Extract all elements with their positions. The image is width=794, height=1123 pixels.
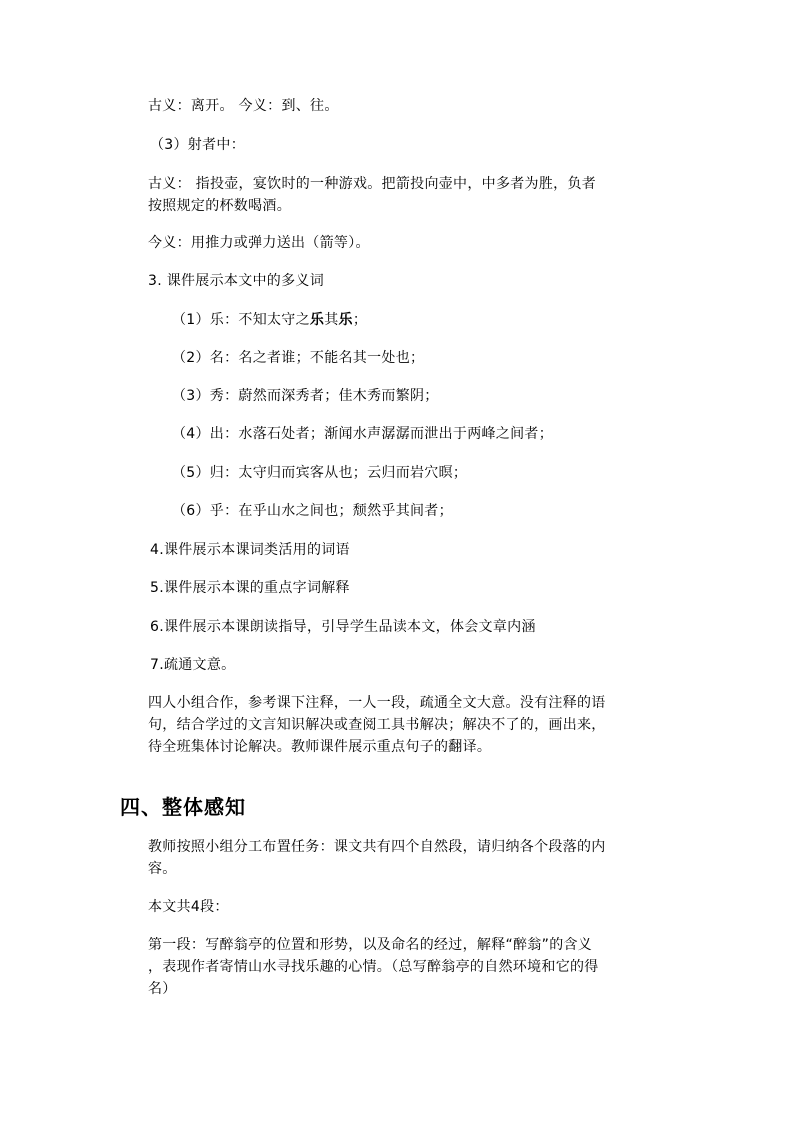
paragraph-count-line: 本文共4段：: [148, 899, 229, 915]
item-3-title: （3）射者中：: [150, 137, 246, 153]
polysemy-item-1-mid: 其: [324, 312, 339, 328]
group-work-paragraph-line2: 句，结合学过的文言知识解决或查阅工具书解决；解决不了的，画出来，: [148, 717, 606, 733]
polysemy-item-1-bold-2: 乐: [338, 312, 353, 328]
polysemy-item-2: （2）名：名之者谁；不能名其一处也；: [172, 350, 425, 366]
polysemy-item-1-suffix: ；: [352, 312, 368, 328]
section-7-heading: 7.疏通文意。: [150, 657, 236, 673]
section-3-heading: 3. 课件展示本文中的多义词: [148, 273, 325, 289]
section-4-heading: 4.课件展示本课词类活用的词语: [150, 542, 350, 558]
first-paragraph-summary-line1: 第一段：写醉翁亭的位置和形势，以及命名的经过，解释“醉翁”的含义: [148, 937, 593, 953]
polysemy-item-1: [172, 310, 367, 331]
polysemy-item-6: （6）乎：在乎山水之间也；颓然乎其间者；: [172, 503, 453, 519]
polysemy-item-5: （5）归：太守归而宾客从也；云归而岩穴暝；: [172, 465, 468, 481]
first-paragraph-summary-line2: ，表现作者寄情山水寻找乐趣的心情。（总写醉翁亭的自然环境和它的得: [148, 959, 599, 975]
polysemy-item-3: （3）秀：蔚然而深秀者；佳木秀而繁阴；: [172, 388, 439, 404]
polysemy-item-1-prefix: （1）乐：不知太守之: [172, 312, 310, 328]
first-paragraph-summary-line3: 名）: [148, 981, 177, 997]
task-paragraph-line2: 容。: [148, 861, 177, 877]
polysemy-item-1-bold-1: 乐: [309, 312, 325, 328]
chapter-heading-overall-perception: 四、整体感知: [120, 795, 246, 819]
ancient-meaning-line: 古义：离开。 今义：到、往。: [148, 98, 339, 114]
section-5-heading: 5.课件展示本课的重点字词解释: [150, 580, 350, 596]
ancient-meaning-shooting-line2: 按照规定的杯数喝酒。: [148, 198, 291, 214]
section-6-heading: 6.课件展示本课朗读指导，引导学生品读本文，体会文章内涵: [150, 619, 536, 635]
group-work-paragraph-line1: 四人小组合作，参考课下注释，一人一段，疏通全文大意。没有注释的语: [148, 695, 606, 711]
ancient-meaning-shooting-line1: 古义： 指投壶，宴饮时的一种游戏。把箭投向壶中，中多者为胜，负者: [148, 176, 597, 192]
task-paragraph-line1: 教师按照小组分工布置任务：课文共有四个自然段，请归纳各个段落的内: [148, 839, 606, 855]
group-work-paragraph-line3: 待全班集体讨论解决。教师课件展示重点句子的翻译。: [148, 739, 492, 755]
polysemy-item-4: （4）出：水落石处者；渐闻水声潺潺而泄出于两峰之间者；: [172, 426, 554, 442]
modern-meaning-line: 今义：用推力或弹力送出（箭等）。: [148, 235, 370, 251]
